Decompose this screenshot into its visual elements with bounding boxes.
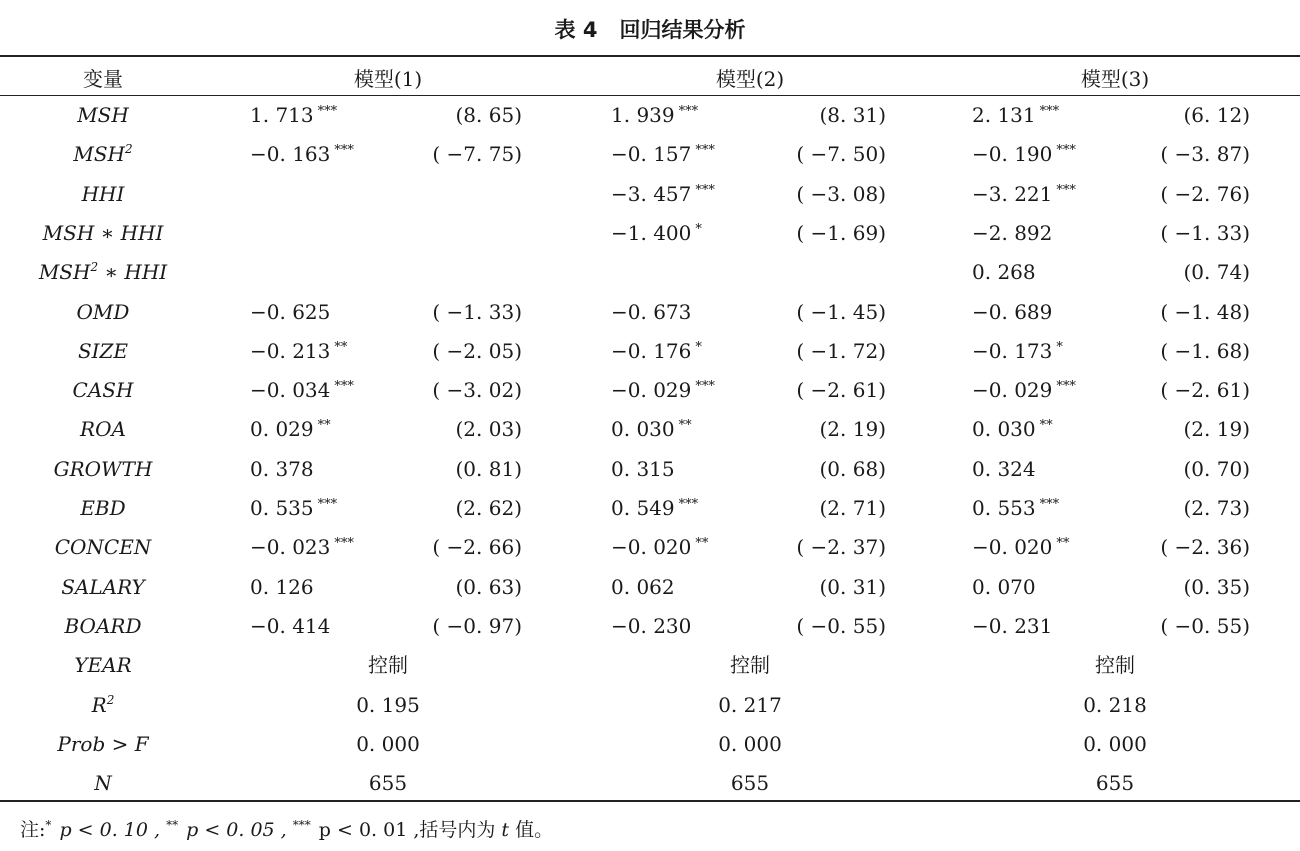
coefficient-value: −0. 689 (972, 299, 1053, 324)
t-statistic: ( −2. 37) (796, 535, 886, 560)
t-statistic: (2. 19) (819, 417, 886, 442)
coefficient (972, 568, 1036, 607)
t-statistic: (2. 03) (455, 417, 522, 442)
t-statistic: (0. 31) (819, 574, 886, 599)
significance-stars: *** (695, 379, 715, 395)
significance-stars: *** (695, 182, 715, 198)
coefficient-value: 1. 939 (611, 103, 675, 127)
note-prefix: 注: (20, 819, 46, 841)
coefficient (972, 371, 1076, 410)
t-statistic: ( −0. 55) (796, 613, 886, 638)
coefficient (611, 489, 698, 528)
t-statistic: ( −1. 48) (1160, 299, 1250, 324)
table-row (0, 214, 1300, 253)
coefficient-value: −2. 892 (972, 220, 1053, 245)
note-star-1: * (45, 818, 52, 832)
table-row (0, 175, 1300, 214)
t-statistic: ( −2. 66) (432, 535, 522, 560)
significance-stars: *** (1039, 497, 1060, 512)
coefficient (972, 96, 1059, 135)
coefficient-value: −0. 163 (250, 142, 331, 167)
t-statistic: ( −1. 69) (796, 220, 886, 245)
table-title (0, 14, 1300, 44)
t-statistic: ( −1. 72) (796, 338, 886, 363)
coefficient (250, 332, 347, 371)
variable-name (0, 686, 206, 725)
coefficient-value: −0. 625 (250, 299, 331, 324)
coefficient (972, 489, 1059, 528)
coefficient (611, 410, 692, 449)
significance-stars: * (695, 339, 702, 355)
coefficient-value: 0. 553 (972, 496, 1036, 520)
coefficient (611, 528, 708, 567)
coefficient-value: −0. 414 (250, 613, 331, 638)
table-row (0, 371, 1300, 410)
t-statistic: (0. 81) (455, 456, 522, 481)
coefficient (250, 450, 314, 489)
variable-name (0, 528, 206, 567)
t-statistic: (0. 63) (455, 574, 522, 599)
variable-label: SALARY (61, 574, 145, 599)
note-t-letter: t (501, 819, 510, 841)
coefficient (611, 371, 715, 410)
variable-name (0, 410, 206, 449)
table-row (0, 410, 1300, 449)
summary-value: 控制 (730, 653, 770, 678)
t-statistic: ( −7. 50) (796, 142, 886, 167)
coefficient-value: 0. 070 (972, 574, 1036, 599)
variable-label: HHI (81, 181, 125, 206)
summary-row (0, 725, 1300, 764)
significance-stars: *** (317, 104, 338, 119)
variable-label: ROA (80, 417, 126, 442)
coefficient-value: −0. 673 (611, 299, 692, 324)
variable-superscript: 2 (124, 142, 133, 157)
header-model-3: 模型(3) (1080, 67, 1150, 91)
t-statistic: ( −0. 97) (432, 613, 522, 638)
coefficient (611, 96, 698, 135)
variable-name (0, 646, 206, 685)
t-statistic: ( −3. 87) (1160, 142, 1250, 167)
summary-value: 655 (368, 771, 408, 796)
summary-value: 0. 195 (356, 692, 420, 717)
significance-stars: *** (334, 379, 354, 395)
variable-superscript: 2 (106, 692, 115, 707)
variable-name (0, 489, 206, 528)
variable-label: MSH (73, 142, 125, 167)
coefficient (972, 410, 1053, 449)
significance-stars: ** (334, 339, 348, 355)
variable-suffix: ∗ HHI (98, 260, 168, 285)
table-row (0, 293, 1300, 332)
t-statistic: (0. 74) (1183, 260, 1250, 285)
coefficient (972, 332, 1063, 371)
coefficient-value: −1. 400 (611, 220, 692, 245)
coefficient (611, 568, 675, 607)
coefficient (972, 528, 1069, 567)
coefficient (611, 135, 715, 174)
significance-stars: *** (334, 143, 354, 159)
t-statistic: ( −1. 45) (796, 299, 886, 324)
coefficient-value: 0. 030 (611, 417, 675, 442)
coefficient (611, 450, 675, 489)
variable-name (0, 293, 206, 332)
coefficient (972, 135, 1076, 174)
variable-name (0, 253, 206, 292)
coefficient-value: 0. 062 (611, 574, 675, 599)
significance-stars: ** (1039, 418, 1053, 434)
table-row (0, 568, 1300, 607)
coefficient (972, 450, 1036, 489)
summary-value: 控制 (368, 653, 408, 678)
table-note (20, 815, 553, 842)
coefficient (250, 568, 314, 607)
bottom-rule (0, 800, 1300, 802)
coefficient-value: 0. 126 (250, 574, 314, 599)
variable-label: MSH (38, 260, 91, 285)
coefficient (250, 410, 331, 449)
table-row (0, 607, 1300, 646)
variable-label: Prob > F (57, 731, 149, 756)
coefficient-value: −0. 023 (250, 535, 331, 560)
variable-name (0, 332, 206, 371)
t-statistic: ( −1. 33) (432, 299, 522, 324)
significance-stars: *** (678, 497, 699, 512)
significance-stars: *** (1039, 104, 1060, 119)
variable-name (0, 450, 206, 489)
t-statistic: ( −2. 05) (432, 338, 522, 363)
note-p2: p < 0. 05 , (180, 819, 293, 841)
summary-row (0, 764, 1300, 803)
table-row (0, 135, 1300, 174)
variable-label: R (91, 692, 107, 717)
t-statistic: ( −7. 75) (432, 142, 522, 167)
header-model-2: 模型(2) (715, 67, 785, 91)
coefficient-value: −0. 020 (611, 535, 692, 560)
coefficient (611, 214, 702, 253)
coefficient-value: −0. 029 (972, 378, 1053, 403)
t-statistic: ( −2. 36) (1160, 535, 1250, 560)
variable-label: SIZE (77, 338, 129, 363)
summary-row (0, 686, 1300, 725)
t-statistic: ( −0. 55) (1160, 613, 1250, 638)
coefficient (250, 607, 330, 646)
coefficient-value: 0. 324 (972, 456, 1036, 481)
coefficient-value: −3. 457 (611, 181, 692, 206)
note-star-3: *** (292, 818, 311, 832)
note-p3: p < 0. 01 ,括号内为 (312, 819, 502, 841)
t-statistic: (2. 19) (1183, 417, 1250, 442)
coefficient-value: −0. 020 (972, 535, 1053, 560)
significance-stars: * (1056, 339, 1063, 355)
summary-value: 0. 217 (718, 692, 782, 717)
coefficient-value: −0. 157 (611, 142, 692, 167)
coefficient (611, 175, 715, 214)
table-row (0, 96, 1300, 135)
variable-label: YEAR (74, 653, 132, 678)
significance-stars: *** (1056, 182, 1076, 198)
variable-label: GROWTH (53, 456, 153, 481)
coefficient (972, 253, 1036, 292)
note-p1: p < 0. 10 , (53, 819, 167, 841)
variable-name (0, 764, 206, 803)
table-caption: 回归结果分析 (619, 18, 746, 42)
t-statistic: (8. 31) (819, 103, 886, 127)
significance-stars: *** (334, 536, 354, 552)
t-statistic: ( −2. 61) (796, 378, 886, 403)
coefficient-value: 1. 713 (250, 103, 314, 127)
summary-value: 0. 218 (1083, 692, 1147, 717)
coefficient-value: −0. 231 (972, 613, 1053, 638)
coefficient-value: −0. 213 (250, 338, 331, 363)
variable-name (0, 135, 206, 174)
note-star-2: ** (166, 818, 179, 832)
coefficient-value: −0. 173 (972, 338, 1053, 363)
coefficient (611, 332, 702, 371)
variable-label: N (94, 771, 112, 796)
t-statistic: ( −3. 08) (796, 181, 886, 206)
table-number: 表 4 (554, 18, 598, 42)
variable-label: MSH ∗ HHI (42, 220, 164, 245)
significance-stars: *** (1056, 143, 1076, 159)
t-statistic: ( −1. 68) (1160, 338, 1250, 363)
t-statistic: (6. 12) (1183, 103, 1250, 127)
t-statistic: (2. 73) (1183, 496, 1250, 520)
variable-name (0, 725, 206, 764)
summary-value: 655 (1095, 771, 1135, 796)
coefficient-value: 0. 268 (972, 260, 1036, 285)
table-row (0, 489, 1300, 528)
coefficient (972, 293, 1052, 332)
coefficient (250, 135, 354, 174)
coefficient-value: 0. 315 (611, 456, 675, 481)
coefficient (250, 96, 337, 135)
coefficient (250, 528, 354, 567)
coefficient-value: 0. 030 (972, 417, 1036, 442)
coefficient-value: 0. 029 (250, 417, 314, 442)
t-statistic: ( −3. 02) (432, 378, 522, 403)
significance-stars: *** (1056, 379, 1076, 395)
header-variable: 变量 (83, 67, 123, 91)
t-statistic: (0. 70) (1183, 456, 1250, 481)
significance-stars: ** (695, 536, 709, 552)
variable-name (0, 607, 206, 646)
coefficient-value: 0. 535 (250, 496, 314, 520)
summary-row (0, 646, 1300, 685)
t-statistic: (2. 71) (819, 496, 886, 520)
table-row (0, 450, 1300, 489)
significance-stars: * (695, 221, 702, 237)
coefficient-value: −0. 029 (611, 378, 692, 403)
significance-stars: ** (678, 418, 692, 434)
significance-stars: *** (678, 104, 699, 119)
coefficient-value: −3. 221 (972, 181, 1053, 206)
significance-stars: ** (317, 418, 331, 434)
variable-label: EBD (80, 496, 126, 520)
t-statistic: ( −2. 61) (1160, 378, 1250, 403)
variable-label: MSH (77, 103, 129, 127)
variable-name (0, 175, 206, 214)
summary-value: 0. 000 (718, 731, 782, 756)
variable-name (0, 214, 206, 253)
coefficient-value: −0. 034 (250, 378, 331, 403)
table-row (0, 253, 1300, 292)
coefficient-value: −0. 230 (611, 613, 692, 638)
header-model-1: 模型(1) (353, 67, 423, 91)
coefficient-value: 2. 131 (972, 103, 1036, 127)
coefficient-value: −0. 190 (972, 142, 1053, 167)
top-rule (0, 55, 1300, 57)
significance-stars: ** (1056, 536, 1070, 552)
t-statistic: ( −1. 33) (1160, 220, 1250, 245)
coefficient (972, 214, 1052, 253)
variable-label: CONCEN (54, 535, 152, 560)
variable-label: CASH (72, 378, 134, 403)
summary-value: 655 (730, 771, 770, 796)
summary-value: 0. 000 (356, 731, 420, 756)
t-statistic: (2. 62) (455, 496, 522, 520)
t-statistic: ( −2. 76) (1160, 181, 1250, 206)
coefficient (611, 607, 691, 646)
coefficient (611, 293, 691, 332)
significance-stars: *** (695, 143, 715, 159)
coefficient (250, 293, 330, 332)
t-statistic: (8. 65) (455, 103, 522, 127)
coefficient-value: 0. 549 (611, 496, 675, 520)
coefficient (250, 371, 354, 410)
variable-name (0, 371, 206, 410)
summary-value: 0. 000 (1083, 731, 1147, 756)
table-row (0, 528, 1300, 567)
variable-superscript: 2 (90, 260, 99, 275)
significance-stars: *** (317, 497, 338, 512)
coefficient (250, 489, 337, 528)
variable-label: BOARD (64, 613, 142, 638)
coefficient (972, 175, 1076, 214)
variable-label: OMD (76, 299, 130, 324)
summary-value: 控制 (1095, 653, 1135, 678)
coefficient-value: −0. 176 (611, 338, 692, 363)
t-statistic: (0. 68) (819, 456, 886, 481)
t-statistic: (0. 35) (1183, 574, 1250, 599)
variable-name (0, 568, 206, 607)
table-row (0, 332, 1300, 371)
variable-name (0, 96, 206, 135)
coefficient-value: 0. 378 (250, 456, 314, 481)
coefficient (972, 607, 1052, 646)
note-suffix: 值。 (509, 819, 554, 841)
